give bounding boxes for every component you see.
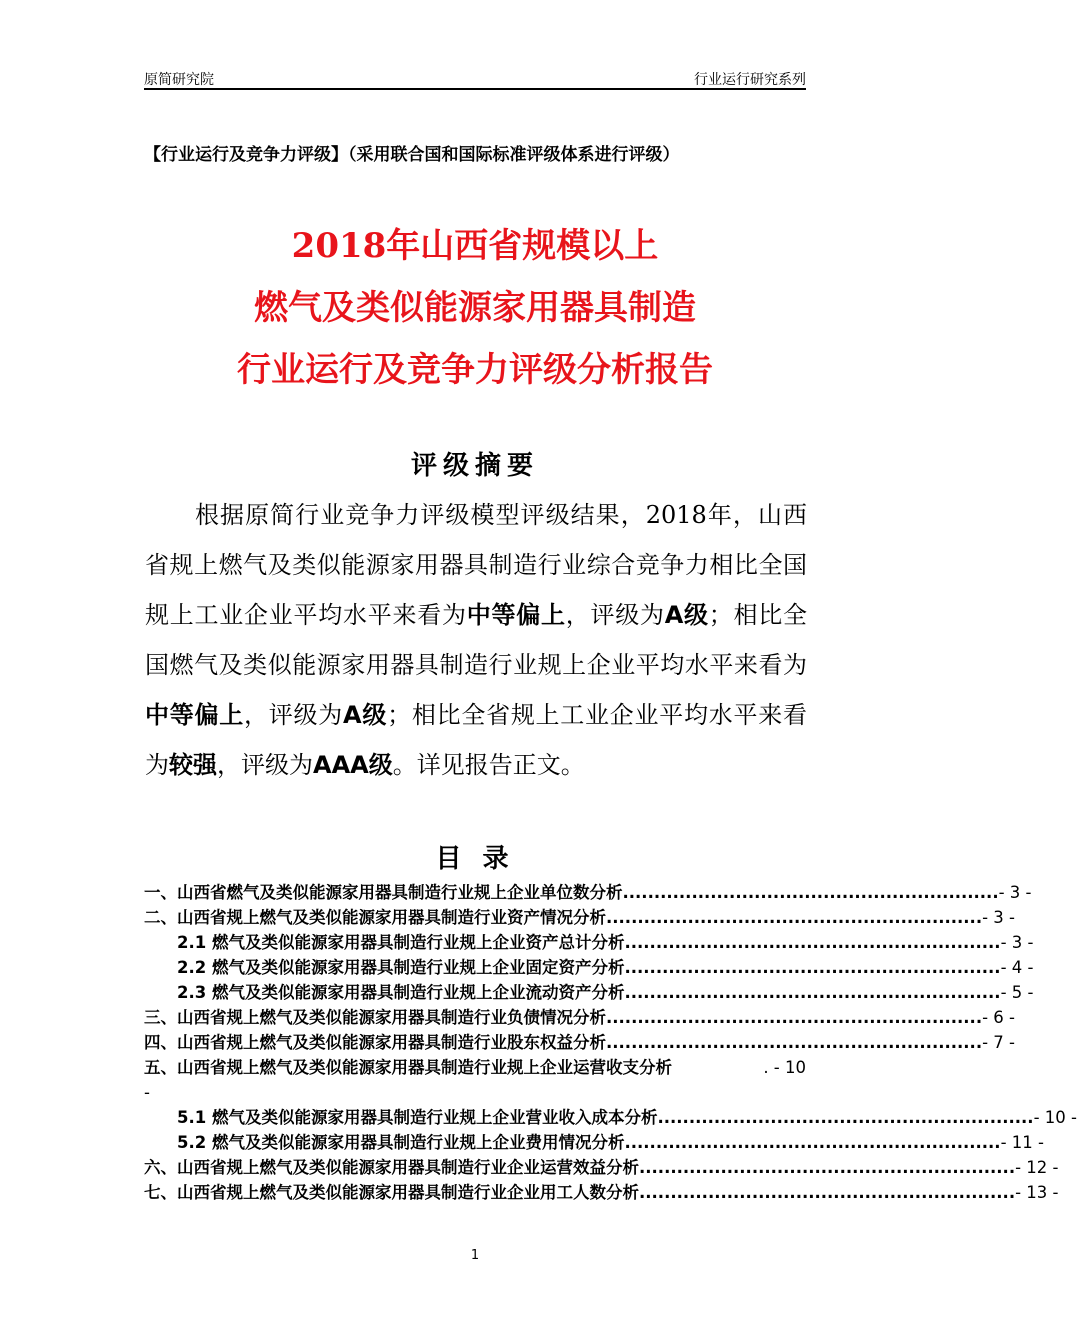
toc-entry[interactable] bbox=[144, 930, 1034, 955]
summary-text: 。详见报告正文。 bbox=[392, 751, 585, 779]
toc-entry-title: 四、山西省规上燃气及类似能源家用器具制造行业股东权益分析 bbox=[144, 1033, 606, 1052]
title-line: 2018年山西省规模以上 bbox=[291, 226, 659, 266]
toc-entry-title: 二、山西省规上燃气及类似能源家用器具制造行业资产情况分析 bbox=[144, 908, 606, 927]
toc-leader-dots: ............................................................ bbox=[624, 1133, 1001, 1152]
toc-entry-title: 一、山西省燃气及类似能源家用器具制造行业规上企业单位数分析 bbox=[144, 883, 623, 902]
toc-entry[interactable] bbox=[144, 1155, 1059, 1180]
toc-entry-page: - 5 - bbox=[1000, 983, 1034, 1002]
summary-text: ，评级为 bbox=[565, 601, 665, 629]
summary-emphasis: 中等偏上 bbox=[466, 601, 566, 629]
toc-entry-page: - 10 - bbox=[1033, 1108, 1077, 1127]
toc-leader-dots: ............................................................ bbox=[622, 883, 999, 902]
toc-entry-title: 5.2 燃气及类似能源家用器具制造行业规上企业费用情况分析 bbox=[177, 1133, 625, 1152]
summary-emphasis: AAA级 bbox=[313, 751, 393, 779]
summary-paragraph bbox=[145, 490, 807, 790]
toc-entry-title: 2.1 燃气及类似能源家用器具制造行业规上企业资产总计分析 bbox=[177, 933, 625, 952]
report-title bbox=[0, 215, 950, 401]
toc-leader-dots: ............................................................ bbox=[606, 908, 983, 927]
toc-entry-page: - 7 - bbox=[982, 1033, 1015, 1052]
summary-heading: 评级摘要 bbox=[410, 451, 539, 481]
toc-entry[interactable] bbox=[144, 880, 1032, 905]
toc-leader-dots: ............................................................ bbox=[639, 1183, 1016, 1202]
toc-entry-page: - 3 - bbox=[998, 883, 1032, 902]
toc-entry[interactable] bbox=[144, 955, 1034, 980]
toc-leader-dots: ............................................................ bbox=[606, 1033, 983, 1052]
toc-entry-title: 六、山西省规上燃气及类似能源家用器具制造行业企业运营效益分析 bbox=[144, 1158, 639, 1177]
toc-entry-page: - 6 - bbox=[982, 1008, 1015, 1027]
report-tagline: 【行业运行及竞争力评级】（采用联合国和国际标准评级体系进行评级） bbox=[144, 145, 680, 165]
summary-text: ；相比全国燃气及类似能源家用器具制造行业规上企业平均水平来看为 bbox=[145, 601, 808, 679]
toc-entry[interactable] bbox=[144, 1055, 806, 1080]
header-series: 行业运行研究系列 bbox=[694, 72, 806, 88]
summary-text: ，评级为 bbox=[217, 751, 313, 779]
toc-entry[interactable] bbox=[144, 1180, 1059, 1205]
summary-emphasis: 中等偏上 bbox=[145, 701, 244, 729]
toc-entry-page: - 12 - bbox=[1015, 1158, 1059, 1177]
toc-entry-page: - 3 - bbox=[1000, 933, 1034, 952]
toc-leader-dots: ............................................................ bbox=[657, 1108, 1034, 1127]
summary-emphasis: A级 bbox=[343, 701, 388, 729]
summary-text: ；相比全省规上工业企业平均水平来看为 bbox=[145, 701, 808, 779]
toc-entry-continuation: - bbox=[144, 1083, 150, 1102]
toc-entry-title: 2.2 燃气及类似能源家用器具制造行业规上企业固定资产分析 bbox=[177, 958, 625, 977]
toc-leader-dots bbox=[672, 1055, 763, 1080]
header-publisher: 原简研究院 bbox=[144, 72, 214, 88]
toc-heading: 目 录 bbox=[435, 844, 515, 874]
summary-emphasis: A级 bbox=[664, 601, 709, 629]
toc-entry-title: 5.1 燃气及类似能源家用器具制造行业规上企业营业收入成本分析 bbox=[177, 1108, 658, 1127]
summary-emphasis: 较强 bbox=[169, 751, 217, 779]
toc-entry-page: - 3 - bbox=[982, 908, 1015, 927]
toc-entry-page: - 13 - bbox=[1015, 1183, 1059, 1202]
toc-leader-dots: ............................................................ bbox=[624, 983, 1001, 1002]
title-line: 燃气及类似能源家用器具制造 bbox=[254, 288, 696, 328]
toc-entry-title: 七、山西省规上燃气及类似能源家用器具制造行业企业用工人数分析 bbox=[144, 1183, 639, 1202]
toc-entry-title: 三、山西省规上燃气及类似能源家用器具制造行业负债情况分析 bbox=[144, 1008, 606, 1027]
toc-leader-dots: ............................................................ bbox=[624, 958, 1001, 977]
toc-entry-title: 五、山西省规上燃气及类似能源家用器具制造行业规上企业运营收支分析 bbox=[144, 1058, 672, 1077]
summary-text: ，评级为 bbox=[244, 701, 343, 729]
page-header bbox=[144, 68, 806, 90]
page-number: 1 bbox=[470, 1248, 480, 1263]
title-line: 行业运行及竞争力评级分析报告 bbox=[237, 350, 713, 390]
toc-entry[interactable] bbox=[144, 1130, 1044, 1155]
summary-text: 根据原简行业竞争力评级模型评级结果，2018年，山西省规上燃气及类似能源家用器具制造行业综合竞争力相比全国规上工业企业平均水平来看为 bbox=[145, 501, 807, 629]
toc-leader-dots: ............................................................ bbox=[606, 1008, 983, 1027]
toc-entry[interactable] bbox=[144, 1030, 1015, 1055]
toc-leader-dots: ............................................................ bbox=[639, 1158, 1016, 1177]
toc-entry-page: - 11 - bbox=[1000, 1133, 1044, 1152]
toc-entry[interactable] bbox=[144, 905, 1015, 930]
toc-entry[interactable] bbox=[144, 1005, 1015, 1030]
toc-leader-dots: ............................................................ bbox=[624, 933, 1001, 952]
table-of-contents bbox=[144, 880, 1077, 1205]
toc-entry[interactable] bbox=[144, 1105, 1077, 1130]
toc-entry[interactable] bbox=[144, 980, 1034, 1005]
toc-entry-page: . - 10 bbox=[763, 1058, 806, 1077]
toc-entry-page: - 4 - bbox=[1000, 958, 1034, 977]
toc-entry-title: 2.3 燃气及类似能源家用器具制造行业规上企业流动资产分析 bbox=[177, 983, 625, 1002]
